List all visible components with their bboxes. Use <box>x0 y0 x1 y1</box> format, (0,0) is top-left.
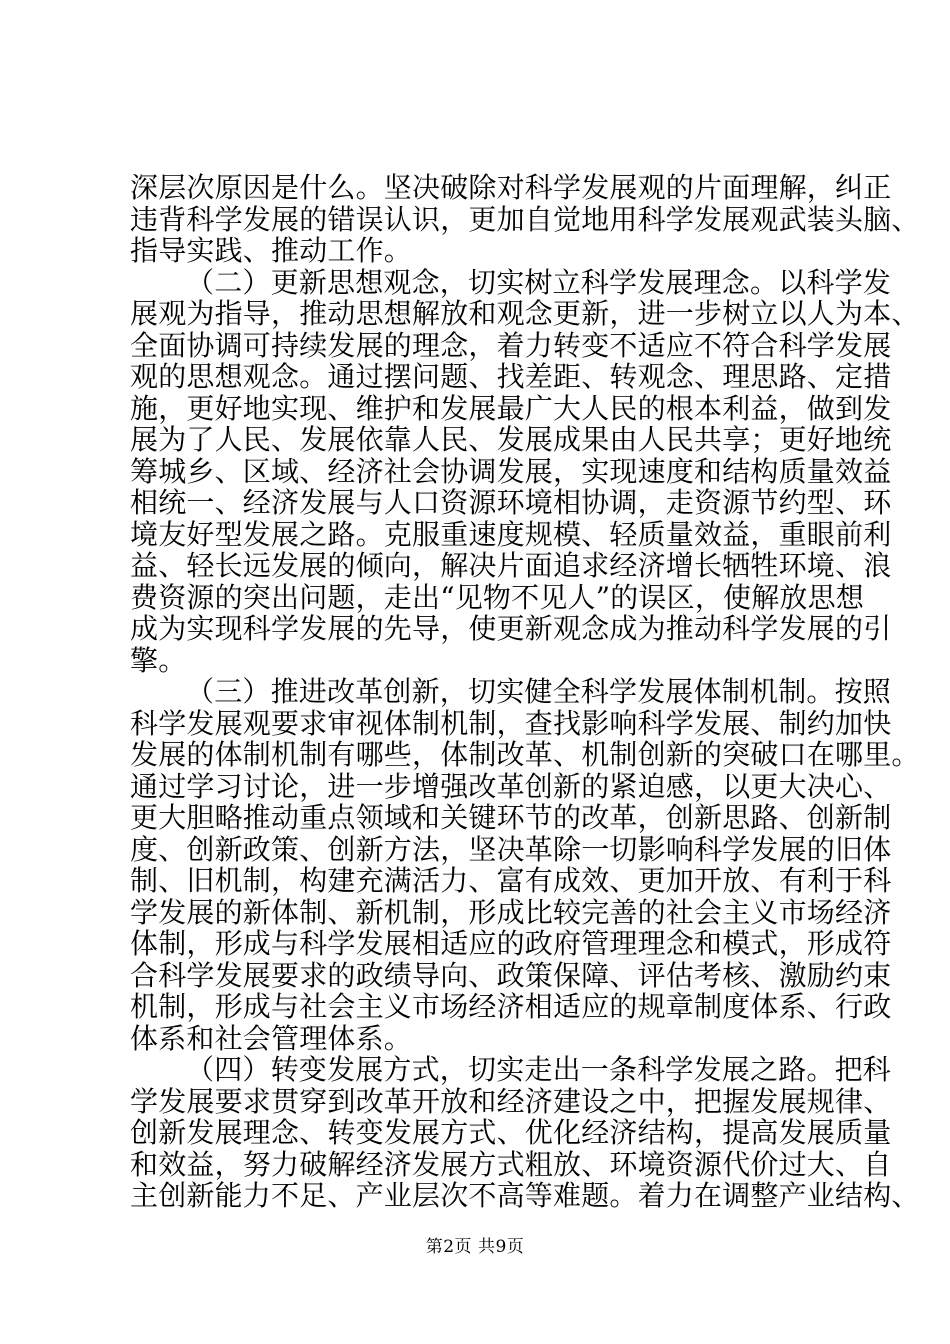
paragraph-line: （二）更新思想观念，切实树立科学发展理念。以科学发 <box>186 265 892 299</box>
document-body <box>130 171 920 1212</box>
paragraph-p1 <box>130 265 920 677</box>
paragraph-line: 深层次原因是什么。坚决破除对科学发展观的片面理解，纠正 <box>130 171 892 204</box>
paragraph-line: 全面协调可持续发展的理念，着力转变不适应不符合科学发展 <box>130 328 892 362</box>
paragraph-line: 益、轻长远发展的倾向，解决片面追求经济增长牺牲环境、浪 <box>130 549 892 582</box>
paragraph-line: 度、创新政策、创新方法，坚决革除一切影响科学发展的旧体 <box>130 832 892 866</box>
paragraph-line: 学发展要求贯穿到改革开放和经济建设之中，把握发展规律、 <box>130 1084 892 1118</box>
paragraph-line: 筹城乡、区域、经济社会协调发展，实现速度和结构质量效益 <box>130 454 892 488</box>
paragraph-line: （四）转变发展方式，切实走出一条科学发展之路。把科 <box>186 1053 892 1086</box>
paragraph-p2 <box>130 675 920 1055</box>
paragraph-line: 擎。 <box>130 643 187 677</box>
paragraph-line: 相统一、经济发展与人口资源环境相协调，走资源节约型、环 <box>130 486 892 519</box>
paragraph-line: 通过学习讨论，进一步增强改革创新的紧迫感，以更大决心、 <box>130 769 892 803</box>
paragraph-line: 和效益，努力破解经济发展方式粗放、环境资源代价过大、自 <box>130 1147 892 1181</box>
paragraph-line: 主创新能力不足、产业层次不高等难题。着力在调整产业结构、 <box>130 1179 920 1212</box>
paragraph-p0 <box>130 171 920 267</box>
paragraph-line: 指导实践、推动工作。 <box>130 234 413 267</box>
paragraph-line: 展观为指导，推动思想解放和观念更新，进一步树立以人为本、 <box>130 297 920 330</box>
paragraph-line: 境友好型发展之路。克服重速度规模、轻质量效益，重眼前利 <box>130 517 892 551</box>
paragraph-line: 成为实现科学发展的先导，使更新观念成为推动科学发展的引 <box>130 612 892 645</box>
paragraph-line: 更大胆略推动重点领域和关键环节的改革，创新思路、创新制 <box>130 801 892 834</box>
paragraph-line: 创新发展理念、转变发展方式、优化经济结构，提高发展质量 <box>130 1116 892 1149</box>
paragraph-line: 展为了人民、发展依靠人民、发展成果由人民共享；更好地统 <box>130 423 892 456</box>
paragraph-line: 施，更好地实现、维护和发展最广大人民的根本利益，做到发 <box>130 391 892 425</box>
paragraph-line: 制、旧机制，构建充满活力、富有成效、更加开放、有利于科 <box>130 864 892 897</box>
paragraph-line: 违背科学发展的错误认识，更加自觉地用科学发展观武装头脑、 <box>130 202 920 236</box>
paragraph-line: 合科学发展要求的政绩导向、政策保障、评估考核、激励约束 <box>130 958 892 992</box>
paragraph-line: 学发展的新体制、新机制，形成比较完善的社会主义市场经济 <box>130 895 892 929</box>
paragraph-line: 费资源的突出问题，走出“见物不见人”的误区，使解放思想 <box>130 580 865 614</box>
page-number-footer: 第2页 共9页 <box>425 1237 525 1257</box>
paragraph-line: 观的思想观念。通过摆问题、找差距、转观念、理思路、定措 <box>130 360 892 393</box>
paragraph-line: 发展的体制机制有哪些，体制改革、机制创新的突破口在哪里。 <box>130 738 920 771</box>
paragraph-line: （三）推进改革创新，切实健全科学发展体制机制。按照 <box>186 675 892 708</box>
paragraph-line: 机制，形成与社会主义市场经济相适应的规章制度体系、行政 <box>130 990 892 1023</box>
paragraph-p3 <box>130 1053 920 1212</box>
paragraph-line: 科学发展观要求审视体制机制，查找影响科学发展、制约加快 <box>130 706 892 740</box>
paragraph-line: 体制，形成与科学发展相适应的政府管理理念和模式，形成符 <box>130 927 892 960</box>
paragraph-line: 体系和社会管理体系。 <box>130 1021 413 1055</box>
